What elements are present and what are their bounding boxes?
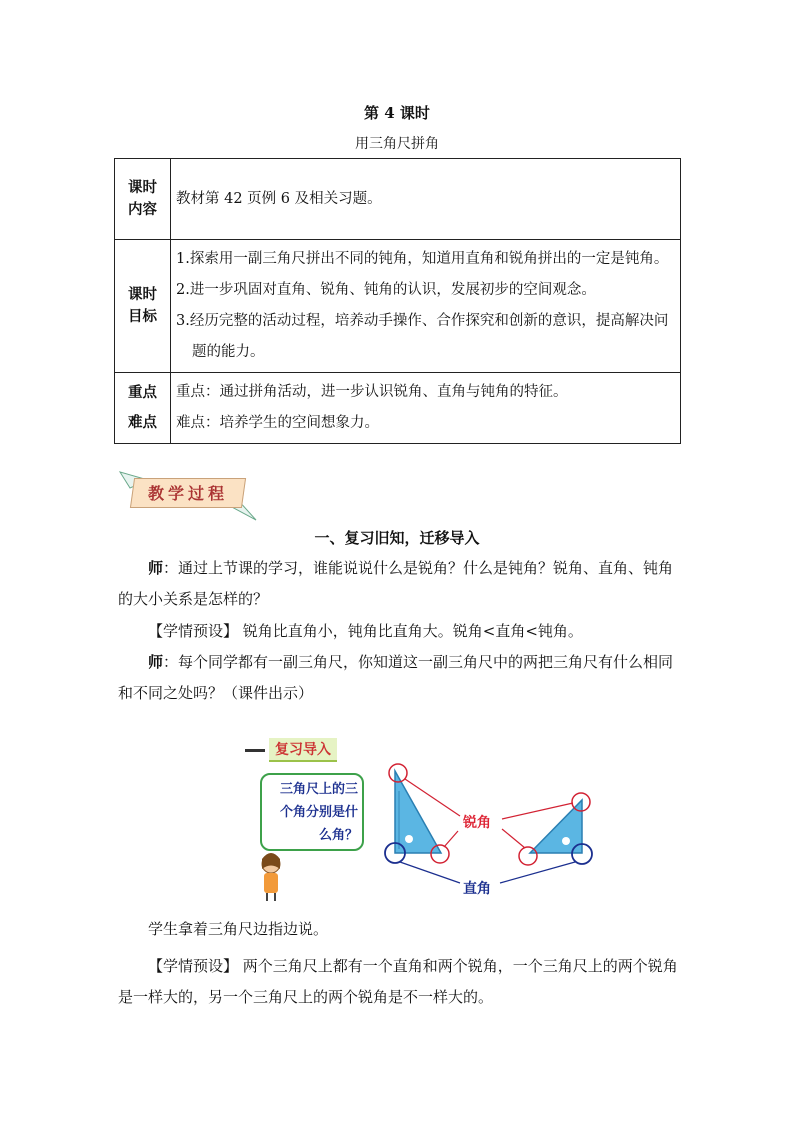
table-row — [115, 373, 681, 444]
teacher-avatar — [262, 853, 280, 901]
paragraph-prediction-2 — [118, 951, 683, 1013]
paragraph-text: ：通过上节课的学习，谁能说说什么是锐角？什么是钝角？锐角、直角、钝角的大小关系是怎样的？ — [118, 559, 674, 608]
acute-angle-marker — [519, 847, 537, 865]
goal-item-1: 1.探索用一副三角尺拼出不同的钝角，知道用直角和锐角拼出的一定是钝角。 — [176, 251, 669, 267]
speech-bubble — [260, 773, 364, 851]
key-point-text: 重点：通过拼角活动，进一步认识锐角、直角与钝角的特征。 — [176, 384, 568, 400]
row-header-content: 课时内容 — [115, 159, 171, 240]
acute-angle-label: 锐角 — [463, 815, 491, 831]
teaching-process-badge — [118, 466, 258, 522]
right-arrow — [400, 862, 460, 883]
prediction-tag: 【学情预设】 — [148, 957, 239, 975]
paragraph-text: ：每个同学都有一副三角尺，你知道这一副三角尺中的两把三角尺有什么相同和不同之处吗？（课件出示） — [118, 653, 674, 702]
lesson-number: 第 4 课时 — [364, 104, 430, 122]
triangle-ruler-left — [395, 771, 441, 853]
figure-header — [245, 738, 337, 762]
goal-item-2: 2.进一步巩固对直角、锐角、钝角的认识，发展初步的空间观念。 — [176, 282, 596, 298]
prediction-tag: 【学情预设】 — [148, 622, 239, 640]
dash-icon — [245, 749, 265, 752]
row-header-goals: 课时目标 — [115, 240, 171, 373]
paragraph-teacher-question-2 — [118, 647, 683, 709]
right-arrow — [500, 862, 575, 883]
row-content-text: 教材第 42 页例 6 及相关习题。 — [171, 159, 681, 240]
speaker-label: 师 — [148, 653, 164, 671]
ruler-hole — [405, 835, 413, 843]
lesson-subtitle: 用三角尺拼角 — [355, 136, 439, 152]
lesson-info-table — [114, 158, 681, 444]
figure-header-label: 复习导入 — [269, 738, 337, 762]
paragraph-text: 两个三角尺上都有一个直角和两个锐角，一个三角尺上的两个锐角是一样大的，另一个三角尺上的两个锐角是不一样大的。 — [118, 957, 678, 1006]
paragraph-prediction-1 — [118, 616, 683, 647]
row-header-key-points: 重点难点 — [115, 373, 171, 444]
acute-arrow — [502, 803, 573, 819]
acute-arrow — [502, 829, 525, 848]
badge-label: 教学过程 — [148, 484, 229, 503]
goal-item-3: 3.经历完整的活动过程，培养动手操作、合作探究和创新的意识，提高解决问题的能力。 — [176, 313, 669, 360]
acute-angle-marker — [431, 845, 449, 863]
table-row — [115, 240, 681, 373]
speaker-label: 师 — [148, 559, 164, 577]
section-heading: 一、复习旧知，迁移导入 — [314, 529, 480, 547]
speech-bubble-text: 三角尺上的三个角分别是什么角？ — [279, 782, 358, 843]
key-points-cell — [171, 373, 681, 444]
paragraph-text: 锐角比直角小，钝角比直角大。锐角<直角<钝角。 — [242, 622, 583, 640]
review-figure — [240, 731, 610, 903]
acute-arrow — [444, 831, 458, 847]
paragraph-student-action: 学生拿着三角尺边指边说。 — [148, 920, 329, 938]
paragraph-teacher-question-1 — [118, 553, 683, 615]
goals-list — [171, 240, 681, 373]
table-row — [115, 159, 681, 240]
difficulty-text: 难点：培养学生的空间想象力。 — [176, 415, 379, 431]
ruler-hole — [562, 837, 570, 845]
right-angle-label: 直角 — [463, 881, 491, 897]
